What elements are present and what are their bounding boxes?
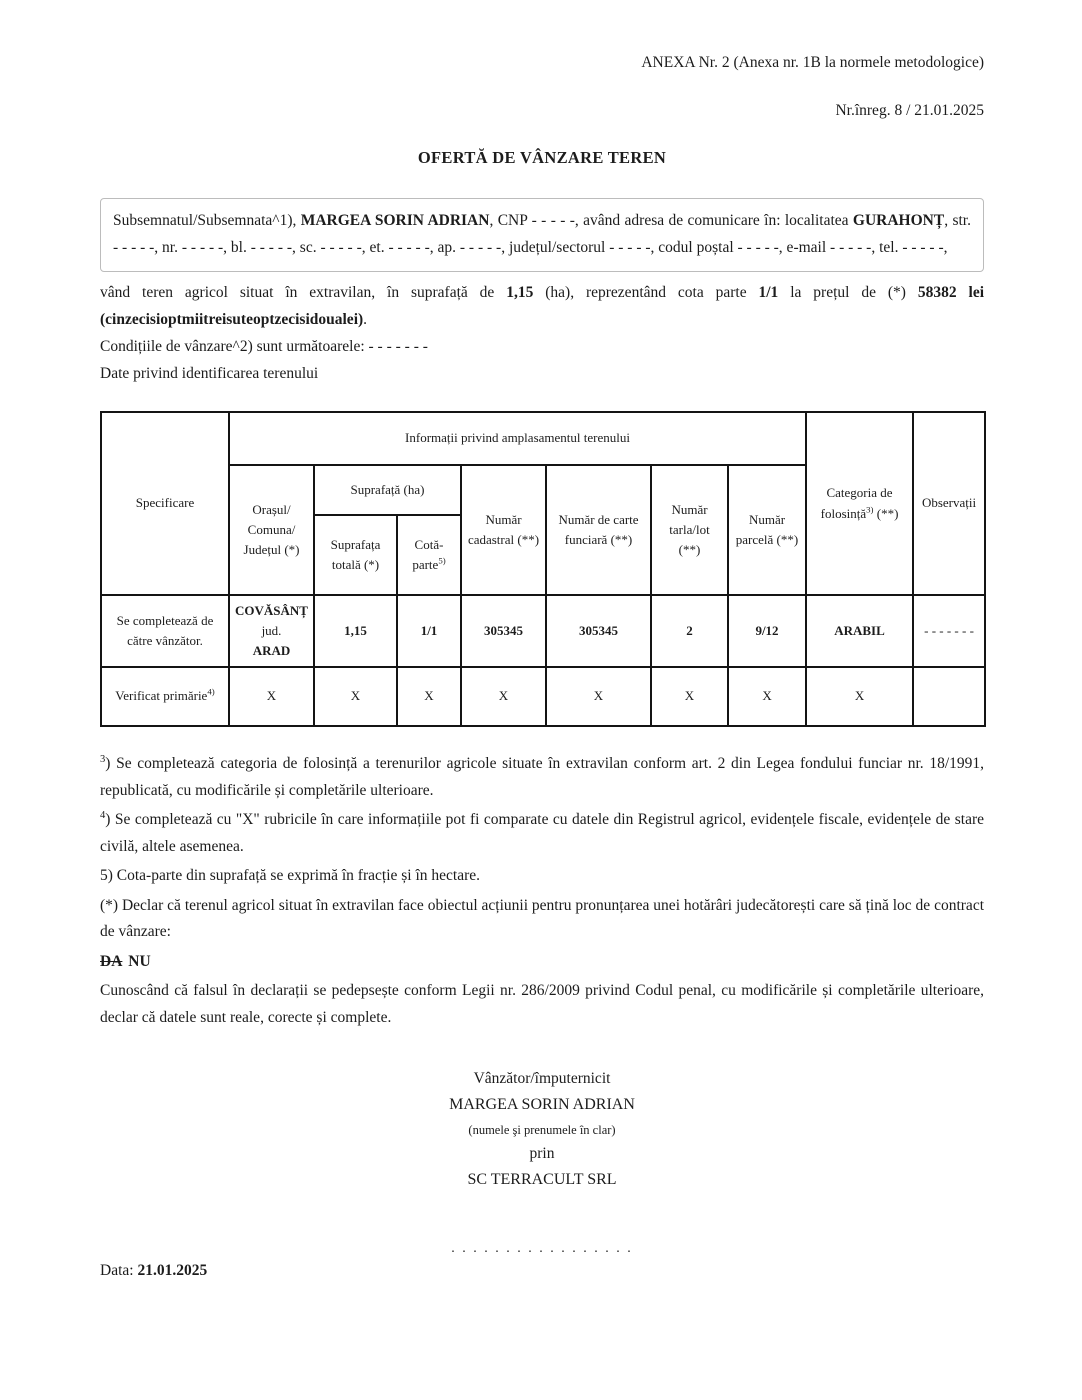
- header-cell-orasul: [229, 465, 314, 595]
- intro-mid: , CNP - - - - -, având adresa de comunicare în: localitatea: [489, 212, 853, 229]
- categoria-label: Categoria de folosință: [820, 485, 893, 521]
- cell-parcela: 9/12: [728, 595, 806, 667]
- orasul-line-1: Orașul/: [252, 501, 291, 517]
- cell-suprafata: 1,15: [314, 595, 397, 667]
- sale-text-1: vând teren agricol situat în extravilan, în suprafață de: [100, 284, 507, 301]
- da-option-struck: DA: [100, 952, 123, 970]
- header-cell-info-group: Informații privind amplasamentul terenului: [229, 412, 806, 465]
- footnote-4-text: ) Se completează cu "X" rubricile în care informațiile pot fi comparate cu datele din Registrul agricol, evidențele fiscale, evidențele de stare civilă, altele asemenea.: [100, 811, 984, 855]
- cota-parte-label: Cotă-parte: [412, 536, 444, 572]
- footnote-4: [100, 807, 984, 860]
- signature-prin: prin: [529, 1145, 555, 1162]
- categoria-post: (**): [873, 505, 899, 521]
- cell-judet: ARAD: [252, 643, 291, 659]
- signature-company: SC TERRACULT SRL: [467, 1171, 617, 1188]
- cell-cota: 1/1: [397, 595, 461, 667]
- check-mark: X: [314, 667, 397, 726]
- verificat-label: Verificat primărie: [115, 688, 208, 704]
- cell-carte-funciara: 305345: [546, 595, 651, 667]
- sale-paragraph: [100, 279, 984, 333]
- land-table: [100, 411, 986, 727]
- footnote-5: 5) Cota-parte din suprafață se exprimă în fracție și în hectare.: [100, 867, 481, 884]
- page-title: OFERTĂ DE VÂNZARE TEREN: [417, 148, 667, 167]
- header-cell-carte-funciara: Număr de carte funciară (**): [546, 465, 651, 595]
- da-nu-line: [100, 949, 984, 976]
- cell-oras-judet: [229, 595, 314, 667]
- seller-locality: GURAHONȚ: [852, 212, 945, 229]
- intro-paragraph: [113, 207, 971, 261]
- signature-name: MARGEA SORIN ADRIAN: [449, 1096, 635, 1113]
- verificat-sup: 4): [207, 687, 215, 698]
- header-cell-specificare: Specificare: [101, 412, 229, 595]
- date-value: 21.01.2025: [137, 1262, 208, 1279]
- sale-text-3: la prețul de (*): [778, 284, 918, 301]
- check-mark: X: [651, 667, 728, 726]
- intro-box: [100, 198, 984, 272]
- footnotes-section: [100, 751, 984, 1031]
- land-data-heading: Date privind identificarea terenului: [100, 365, 319, 382]
- header-cell-cota-parte: [397, 515, 461, 595]
- date-line: [100, 1262, 207, 1280]
- header-cell-observatii: Observații: [913, 412, 985, 595]
- cell-observatii-empty: [913, 667, 985, 726]
- footnote-3-sup: 3: [100, 753, 106, 765]
- cell-categoria: ARABIL: [806, 595, 913, 667]
- cell-observatii: - - - - - - -: [913, 595, 985, 667]
- cell-cadastral: 305345: [461, 595, 546, 667]
- signature-block: [100, 1067, 984, 1261]
- check-mark: X: [229, 667, 314, 726]
- header-cell-parcela: Număr parcelă (**): [728, 465, 806, 595]
- sale-price-words: (cinzecisioptmiitreisuteoptzecisidoualei): [100, 311, 364, 328]
- header-cell-suprafata-totala: Suprafața totală (*): [314, 515, 397, 595]
- final-declaration: Cunoscând că falsul în declarații se pedepsește conform Legii nr. 286/2009 privind Codul penal, cu modificările și completările ulterioare, declar că datele sunt reale, corecte și complete.: [100, 982, 984, 1026]
- declaration-star: (*) Declar că terenul agricol situat în extravilan face obiectul acțiunii pentru pronunțarea unei hotărâri judecătorești care să țină loc de contract de vânzare:: [100, 896, 984, 940]
- date-label: Data:: [100, 1262, 138, 1279]
- header-cell-tarla: Număr tarla/lot (**): [651, 465, 728, 595]
- footnote-3: [100, 751, 984, 804]
- sale-text-2: (ha), reprezentând cota parte: [533, 284, 759, 301]
- signature-dotted-line: . . . . . . . . . . . . . . . . .: [451, 1241, 633, 1256]
- signature-hint: (numele şi prenumele în clar): [468, 1123, 616, 1137]
- cell-tarla: 2: [651, 595, 728, 667]
- seller-name: MARGEA SORIN ADRIAN: [300, 212, 490, 229]
- footnote-4-sup: 4: [100, 809, 106, 821]
- header-cell-numar-cadastral: Număr cadastral (**): [461, 465, 546, 595]
- check-mark: X: [546, 667, 651, 726]
- nu-option: NU: [128, 952, 151, 970]
- cota-parte-sup: 5): [438, 555, 446, 566]
- sale-price: 58382 lei: [917, 284, 985, 301]
- signature-role: Vânzător/împuternicit: [473, 1070, 611, 1087]
- header-cell-suprafata-group: Suprafață (ha): [314, 465, 461, 515]
- check-mark: X: [461, 667, 546, 726]
- seller-row-label: Se completează de către vânzător.: [101, 595, 229, 667]
- anexa-reference: ANEXA Nr. 2 (Anexa nr. 1B la normele metodologice): [641, 54, 984, 71]
- sale-text-5: .: [363, 311, 368, 328]
- header-cell-categoria: [806, 412, 913, 595]
- ownership-share: 1/1: [758, 284, 779, 301]
- table-row-verificat: [101, 667, 985, 726]
- table-row-seller: [101, 595, 985, 667]
- check-mark: X: [397, 667, 461, 726]
- orasul-line-2: Comuna/: [247, 521, 296, 537]
- cell-jud-label: jud.: [261, 622, 282, 638]
- conditions-line: Condițiile de vânzare^2) sunt următoarele: - - - - - - -: [100, 338, 428, 355]
- orasul-line-3: Județul (*): [243, 542, 300, 558]
- intro-pre: Subsemnatul/Subsemnata^1),: [113, 212, 301, 229]
- land-area: 1,15: [506, 284, 534, 301]
- check-mark: X: [728, 667, 806, 726]
- footnote-3-text: ) Se completează categoria de folosință a terenurilor agricole situate în extravilan conform art. 2 din Legea fondului funciar nr. 18/1991, republicată, cu modificările și completările ulterioare.: [100, 755, 984, 799]
- categoria-sup: 3): [866, 504, 874, 515]
- intro-rest: , str. - - - - -, nr. - - - - -, bl. - - - - -, sc. - - - - -, et. - - - - -, ap. - - - - -, județul/sectorul - - - - -, codul poștal - - - - -, e-mail - - - - -, tel. - - - - -,: [113, 212, 971, 256]
- check-mark: X: [806, 667, 913, 726]
- verificat-row-label: [101, 667, 229, 726]
- registration-number: Nr.înreg. 8 / 21.01.2025: [835, 102, 984, 119]
- cell-oras: COVĂSÂNȚ: [235, 602, 308, 618]
